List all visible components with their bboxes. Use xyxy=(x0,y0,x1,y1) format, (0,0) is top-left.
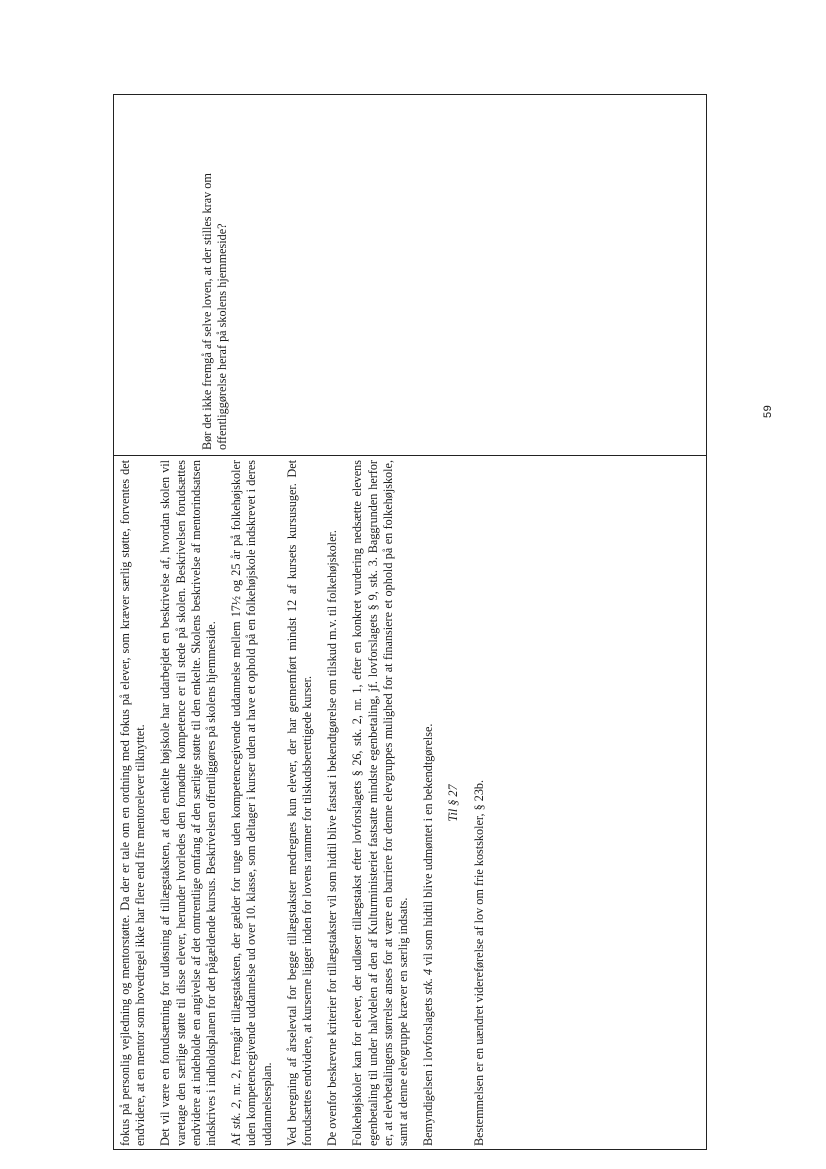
paragraph-stk2 xyxy=(229,460,275,1146)
paragraph-mentor-description: Det vil være en forudsætning for udløsning af tillægstaksten, at den enkelte højskole har udarbejdet en beskrivelse af, hvordan skolen vil varetage den særlige støtte til disse elever, herunder hvorledes den fornødne kompetence er til stede på skolen. Beskrivelsen forudsættes endvidere at indeholde en angivelse af det omtrentlige omfang af den særlige støtte til den enkelte. Skolens beskrivelse af mentorindsatsen indskrives i indholdsplanen for det pågældende kursus. Beskrivelsen offentliggøres på skolens hjemmeside. xyxy=(158,460,219,1146)
p3-prefix: Af xyxy=(229,1129,244,1146)
column-divider xyxy=(113,455,707,456)
p7-prefix: Bemyndigelsen i lovforslagets xyxy=(421,994,436,1146)
page-number: 59 xyxy=(762,404,774,418)
section-heading: Til § 27 xyxy=(446,784,461,822)
right-column-text xyxy=(200,110,280,450)
paragraph-bestemmelsen: Bestemmelsen er en uændret videreførelse af lov om frie kostskoler, § 23b. xyxy=(471,779,486,1146)
paragraph-bemyndigelse xyxy=(421,460,436,1146)
left-column-text xyxy=(118,460,704,1146)
paragraph-aarselevtal: Ved beregning af årselevtal for begge tillægstakster medregnes kun elever, der har gennemført mindst 12 af kursets kursusuger. Det forudsættes endvidere, at kurserne ligger inden for lovens rammer for tilskudsberettigede kurser. xyxy=(284,460,315,1146)
p7-rest: vil som hidtil blive udmøntet i en bekendtgørelse. xyxy=(421,723,436,969)
paragraph-mentor-focus: fokus på personlig vejledning og mentorstøtte. Da der er tale om en ordning med fokus på elever, som kræver særlig støtte, forventes det endvidere, at en mentor som hovedregel ikke har flere end fire mentorelever tilknyttet. xyxy=(118,460,148,1146)
paragraph-egenbetaling: Folkehøjskoler kan for elever, der udløser tillægstakst efter lovforslagets § 26, stk. 2, nr. 1, efter en konkret vurdering nedsætte elevens egenbetaling til under halvdelen af den af Kulturministeriet fastsatte mindste egenbetaling, jf. lovforslagets § 9, stk. 3. Baggrunden herfor er, at elevbetalingens størrelse anses for at være en barriere for denne elevgruppes mulighed for at finansiere et ophold på en folkehøjskole, samt at denne elevgruppe kræver en særlig indsats. xyxy=(350,460,411,1146)
paragraph-criteria: De ovenfor beskrevne kriterier for tillægstakster vil som hidtil blive fastsat i bekendtgørelse om tilskud m.v. til folkehøjskoler. xyxy=(325,530,340,1146)
comment-question: Bør det ikke fremgå af selve loven, at der stilles krav om offentliggørelse heraf på skolens hjemmeside? xyxy=(200,173,230,450)
p3-rest: , nr. 2, fremgår tillægstaksten, der gælder for unge uden kompetencegivende uddannelse mellem 17½ og 25 år på folkehøjskoler uden kompetencegivende uddannelse ud over 10. klasse, som deltager i kurser uden at have et ophold på en folkehøjskole indskrevet i deres uddannelsesplan. xyxy=(229,460,274,1146)
p7-ref: stk. 4 xyxy=(421,968,436,995)
p3-ref: stk. 2 xyxy=(229,1102,244,1130)
